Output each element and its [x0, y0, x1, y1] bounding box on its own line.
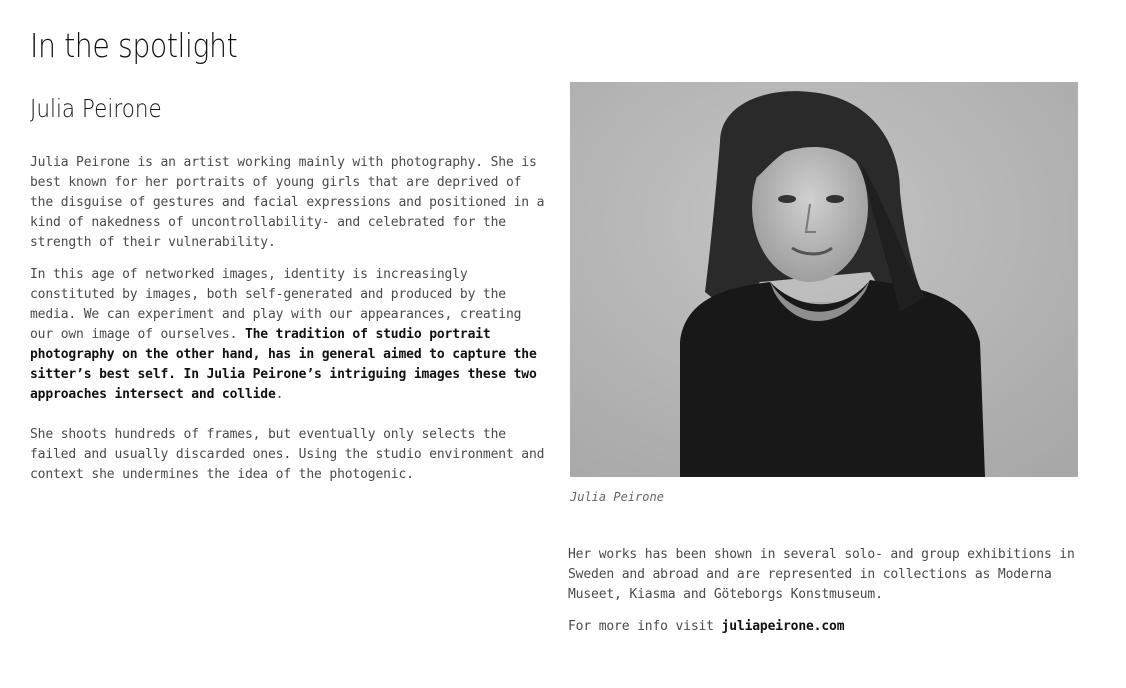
bio-paragraph-3: She shoots hundreds of frames, but eventually only selects the failed and usually discarded ones. Using the studio environment and context she undermines the idea of the photogenic.: [30, 427, 545, 482]
artist-name-heading: Julia Peirone: [30, 94, 162, 123]
bio-paragraph-1: Julia Peirone is an artist working mainly with photography. She is best known for her portraits of young girls that are deprived of the disguise of gestures and facial expressions and positioned in a kind of nakedness of uncontrollability- and celebrated for the strength of their vulnerability.: [30, 155, 545, 250]
page-title: In the spotlight: [30, 26, 238, 65]
exhibitions-paragraph: Her works has been shown in several solo- and group exhibitions in Sweden and abroad and are represented in collections as Moderna Museet, Kiasma and Göteborgs Konstmuseum.: [568, 547, 1075, 602]
bio-paragraph-2-highlight: The tradition of studio portrait photography on the other hand, has in general aimed to capture the sitter’s best self. In Julia Peirone’s intriguing images these two approaches intersect and collide: [30, 327, 537, 402]
bio-paragraph-2: [30, 265, 550, 405]
more-info-prefix: For more info visit: [568, 619, 722, 634]
exhibitions-column: [568, 545, 1088, 637]
artist-portrait-photo: [570, 82, 1078, 477]
artist-website-link[interactable]: juliapeirone.com: [721, 619, 845, 634]
more-info-paragraph: [568, 617, 1088, 637]
photo-caption: Julia Peirone: [570, 490, 664, 504]
bio-paragraph-2-intro: In this age of networked images, identity is increasingly constituted by images, both self-generated and produced by the media. We can experiment and play with our appearances, creating our own image of ourselves.: [30, 267, 522, 342]
bio-paragraph-2-end: .: [275, 387, 284, 402]
bio-column: [30, 153, 550, 485]
